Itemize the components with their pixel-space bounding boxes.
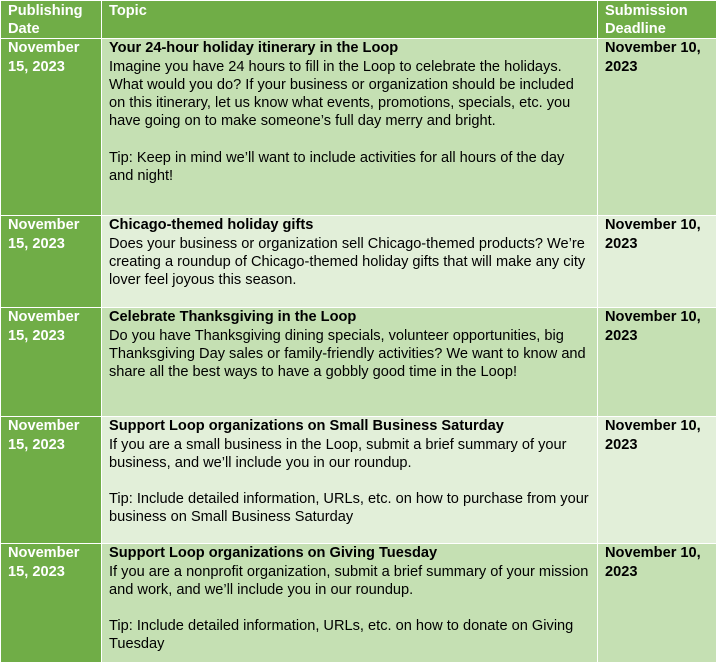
topic-title: Support Loop organizations on Small Business Saturday <box>109 417 591 435</box>
paragraph-spacer <box>109 599 591 617</box>
topic-cell <box>102 216 598 308</box>
topic-cell <box>102 308 598 417</box>
topic-tip: Tip: Include detailed information, URLs, etc. on how to purchase from your business on Small Business Saturday <box>109 490 591 526</box>
table-row <box>1 216 716 308</box>
header-topic: Topic <box>102 1 598 39</box>
submission-deadline-cell: November 10, 2023 <box>598 39 716 216</box>
topic-description: If you are a small business in the Loop, submit a brief summary of your business, and we’ll include you in our roundup. <box>109 436 591 472</box>
submission-deadline-cell: November 10, 2023 <box>598 417 716 544</box>
topic-title: Chicago-themed holiday gifts <box>109 216 591 234</box>
publishing-date-cell: November 15, 2023 <box>1 308 102 417</box>
table-row <box>1 308 716 417</box>
submission-deadline-cell: November 10, 2023 <box>598 308 716 417</box>
topic-title: Support Loop organizations on Giving Tuesday <box>109 544 591 562</box>
header-publishing-date: Publishing Date <box>1 1 102 39</box>
topic-description: Imagine you have 24 hours to fill in the Loop to celebrate the holidays. What would you do? If your business or organization should be included on this itinerary, let us know what events, promotions, specials, etc. you have going on to make someone’s full day merry and bright. <box>109 58 591 131</box>
topic-description: Does your business or organization sell Chicago-themed products? We’re creating a roundup of Chicago-themed holiday gifts that will make any city lover feel joyous this season. <box>109 235 591 290</box>
header-row <box>1 1 716 39</box>
submission-deadline-cell: November 10, 2023 <box>598 216 716 308</box>
topic-cell <box>102 544 598 663</box>
paragraph-spacer <box>109 472 591 490</box>
topic-title: Your 24-hour holiday itinerary in the Loop <box>109 39 591 57</box>
topic-description: Do you have Thanksgiving dining specials, volunteer opportunities, big Thanksgiving Day sales or family-friendly activities? We want to know and share all the best ways to have a gobbly good time in the Loop! <box>109 327 591 382</box>
header-submission-deadline: Submission Deadline <box>598 1 716 39</box>
publishing-date-cell: November 15, 2023 <box>1 417 102 544</box>
table-row <box>1 417 716 544</box>
submission-deadline-cell: November 10, 2023 <box>598 544 716 663</box>
topic-title: Celebrate Thanksgiving in the Loop <box>109 308 591 326</box>
topic-tip: Tip: Include detailed information, URLs, etc. on how to donate on Giving Tuesday <box>109 617 591 653</box>
paragraph-spacer <box>109 130 591 148</box>
topic-tip: Tip: Keep in mind we’ll want to include activities for all hours of the day and night! <box>109 149 591 185</box>
table-row <box>1 39 716 216</box>
publishing-date-cell: November 15, 2023 <box>1 216 102 308</box>
publishing-date-cell: November 15, 2023 <box>1 544 102 663</box>
topic-cell <box>102 39 598 216</box>
topic-description: If you are a nonprofit organization, submit a brief summary of your mission and work, and we’ll include you in our roundup. <box>109 563 591 599</box>
publishing-date-cell: November 15, 2023 <box>1 39 102 216</box>
table-row <box>1 544 716 663</box>
topic-cell <box>102 417 598 544</box>
